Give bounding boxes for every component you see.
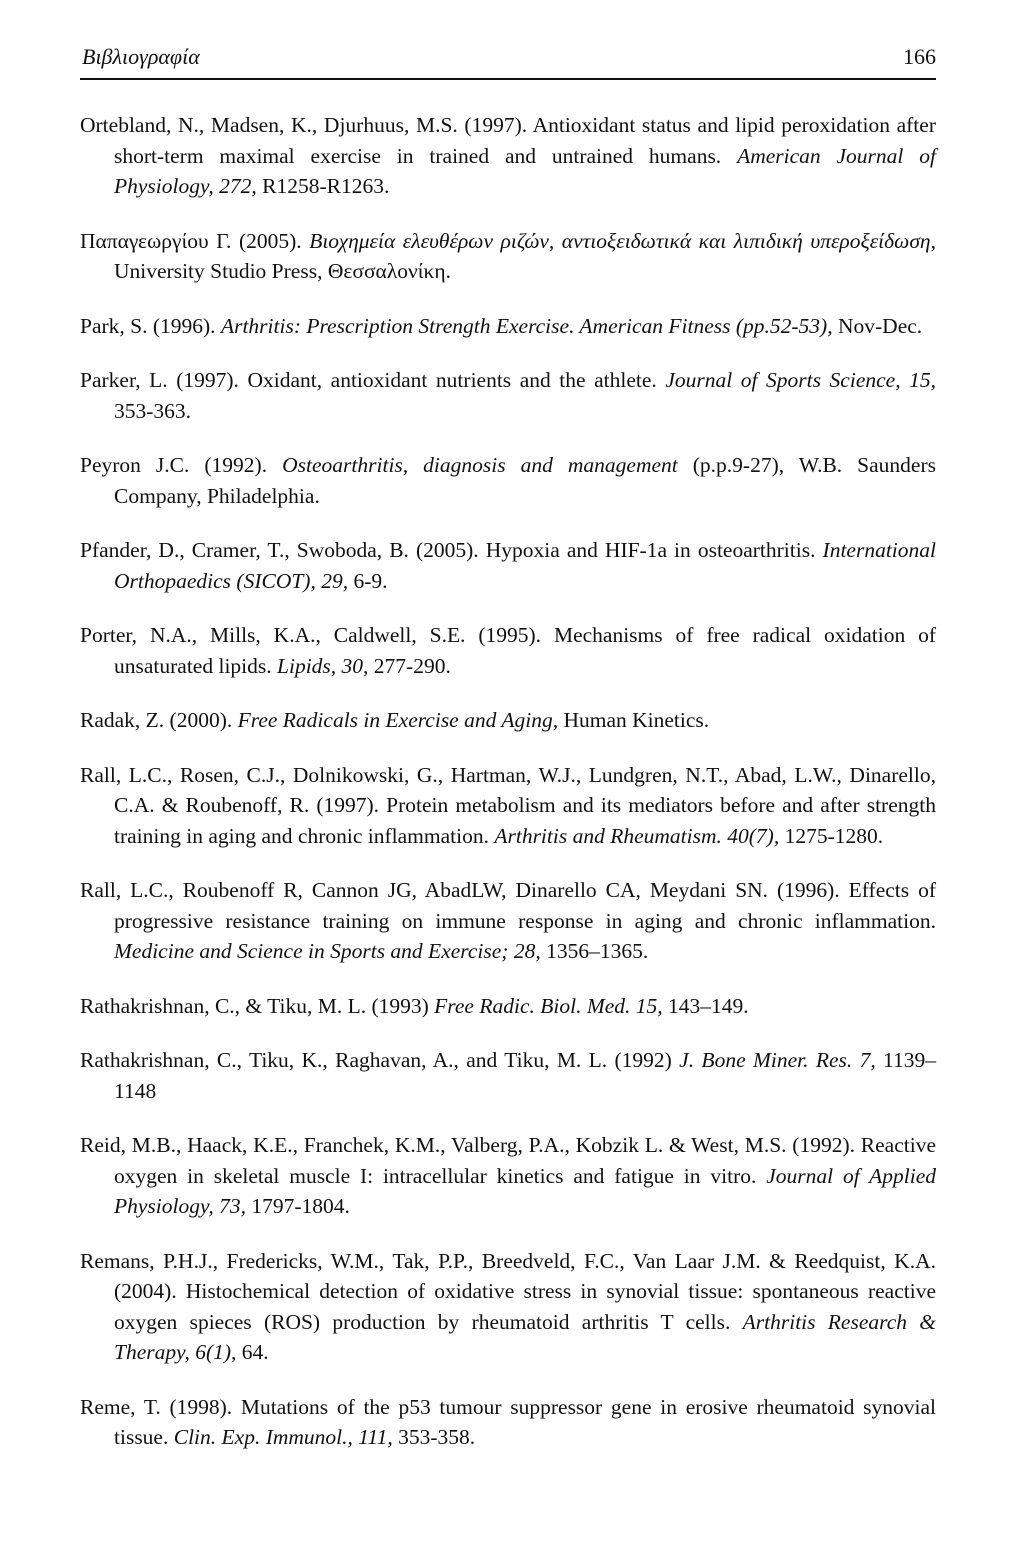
reference-entry xyxy=(80,110,936,202)
reference-source-italic: Osteoarthritis, diagnosis and management xyxy=(282,453,678,477)
reference-text: Rathakrishnan, C., Tiku, K., Raghavan, A., and Tiku, M. L. (1992) xyxy=(80,1048,680,1072)
reference-entry xyxy=(80,760,936,852)
reference-text: 1356–1365. xyxy=(540,939,649,963)
reference-source-italic: 28, xyxy=(513,939,541,963)
reference-text: 277-290. xyxy=(368,653,451,678)
reference-entry xyxy=(80,226,936,287)
page-header xyxy=(80,40,936,80)
reference-entry xyxy=(80,1130,936,1222)
reference-entry xyxy=(80,311,936,342)
reference-source-italic: Βιοχημεία ελευθέρων ριζών, αντιοξειδωτικά και λιπιδική υπεροξείδωση, xyxy=(309,228,936,253)
reference-text: Reme, T. (1998). Mutations of the p53 tumour suppressor gene in erosive rheumatoid synovial tissue. xyxy=(80,1394,936,1449)
reference-text: Reid, M.B., Haack, K.E., Franchek, K.M., Valberg, P.A., Kobzik L. & West, M.S. (1992). Reactive oxygen in skeletal muscle I: intracellular kinetics and fatigue in vitro. xyxy=(80,1133,936,1188)
reference-entry xyxy=(80,705,936,736)
reference-source-italic: Free Radicals in Exercise and Aging, xyxy=(237,708,559,732)
reference-entry xyxy=(80,450,936,511)
reference-text: Rathakrishnan, C., & Tiku, M. L. (1993) xyxy=(80,993,435,1018)
reference-text: Nov-Dec. xyxy=(832,313,923,338)
reference-source-italic: Arthritis: Prescription Strength Exercise. American Fitness (pp.52-53), xyxy=(220,313,833,338)
reference-entry xyxy=(80,1392,936,1453)
reference-text: Radak, Z. (2000). xyxy=(80,708,238,732)
reference-entry xyxy=(80,365,936,426)
reference-entry xyxy=(80,991,936,1022)
reference-text: Park, S. (1996). xyxy=(80,313,221,338)
reference-text: 1797-1804. xyxy=(245,1194,350,1218)
reference-text: Porter, N.A., Mills, K.A., Caldwell, S.E. (1995). Mechanisms of free radical oxidation of unsaturated lipids. xyxy=(80,623,936,678)
reference-text: Human Kinetics. xyxy=(558,708,710,732)
reference-source-italic: Medicine and Science in Sports and Exercise; xyxy=(114,939,509,963)
reference-text: Parker, L. (1997). Oxidant, antioxidant nutrients and the athlete. xyxy=(80,368,666,392)
reference-text: 353-363. xyxy=(114,398,192,423)
reference-entry xyxy=(80,620,936,681)
reference-source-italic: American Journal of Physiology, 272, xyxy=(114,143,936,198)
reference-source-italic: Clin. Exp. Immunol., 111, xyxy=(173,1425,393,1449)
reference-text: 64. xyxy=(236,1340,269,1364)
reference-text: 1139–1148 xyxy=(114,1048,937,1103)
reference-source-italic: International Orthopaedics (SICOT), 29, xyxy=(114,538,936,593)
reference-entry xyxy=(80,1045,936,1106)
reference-source-italic: Arthritis and Rheumatism. 40(7), xyxy=(494,823,780,848)
reference-text: 143–149. xyxy=(662,993,749,1018)
reference-source-italic: Journal of Applied Physiology, 73, xyxy=(114,1163,937,1218)
reference-entry xyxy=(80,535,936,596)
reference-text: Rall, L.C., Rosen, C.J., Dolnikowski, G., Hartman, W.J., Lundgren, N.T., Abad, L.W., Dinarello, C.A. & Roubenoff, R. (1997). Protein metabolism and its mediators before and after strength training in aging and chronic inflammation. xyxy=(80,762,936,848)
page-number: 166 xyxy=(903,44,936,69)
reference-entry xyxy=(80,1246,936,1368)
reference-text: Peyron J.C. (1992). xyxy=(80,453,283,477)
reference-text: Παπαγεωργίου Γ. (2005). xyxy=(80,228,310,253)
reference-text: University Studio Press, Θεσσαλονίκη. xyxy=(114,259,451,283)
reference-text: (p.p.9-27), W.B. Saunders Company, Philadelphia. xyxy=(114,453,936,508)
reference-source-italic: J. Bone Miner. Res. 7, xyxy=(679,1048,876,1072)
reference-text: Pfander, D., Cramer, T., Swoboda, B. (2005). Hypoxia and HIF-1a in osteoarthritis. xyxy=(80,538,823,562)
reference-text: R1258-R1263. xyxy=(256,174,390,198)
reference-text: Remans, P.H.J., Fredericks, W.M., Tak, P.P., Breedveld, F.C., Van Laar J.M. & Reedquist, K.A. (2004). Histochemical detection of oxidative stress in synovial tissue: spontaneous reactive oxygen spieces (ROS) production by rheumatoid arthritis T cells. xyxy=(80,1248,936,1334)
reference-text: Ortebland, N., Madsen, K., Djurhuus, M.S. (1997). Antioxidant status and lipid peroxidation after short-term maximal exercise in trained and untrained humans. xyxy=(80,113,936,168)
reference-entry xyxy=(80,875,936,967)
reference-source-italic: Journal of Sports Science, 15, xyxy=(665,368,936,392)
reference-text: 6-9. xyxy=(348,568,388,593)
reference-text: 353-358. xyxy=(392,1425,476,1449)
reference-source-italic: Arthritis Research & Therapy, 6(1), xyxy=(114,1309,936,1364)
section-title: Βιβλιογραφία xyxy=(82,44,200,69)
reference-text: 1275-1280. xyxy=(779,823,884,848)
reference-source-italic: Free Radic. Biol. Med. 15, xyxy=(434,993,663,1018)
reference-list xyxy=(80,110,936,1453)
reference-source-italic: Lipids, 30, xyxy=(277,653,369,678)
reference-text: Rall, L.C., Roubenoff R, Cannon JG, AbadLW, Dinarello CA, Meydani SN. (1996). Effects of progressive resistance training on immune response in aging and chronic inflammation. xyxy=(80,878,936,933)
